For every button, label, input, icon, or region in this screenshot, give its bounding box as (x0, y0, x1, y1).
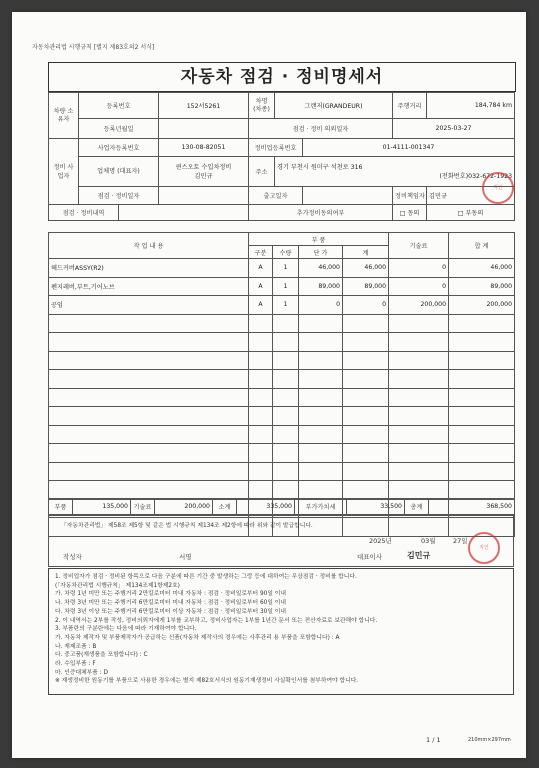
issue-day: 27일 (453, 537, 468, 545)
cell-qty (273, 425, 299, 444)
cell-sum: 46,000 (449, 259, 515, 278)
issue-month: 03월 (421, 537, 436, 545)
cell-qty (273, 481, 299, 500)
cell-unit: 89,000 (299, 277, 343, 296)
cell-work (49, 370, 249, 389)
cell-tech (389, 333, 449, 352)
ceo-label: 대표이사 (357, 553, 383, 561)
document-title: 자동차 점검 · 정비명세서 (48, 62, 516, 92)
col-tech: 기술료 (389, 233, 449, 259)
note-line: 3. 부품란의 구분란에는 다음에 따라 기재하여야 합니다. (55, 626, 197, 633)
reg-no-value: 152서5261 (159, 93, 249, 119)
cell-tech (389, 407, 449, 426)
cell-tech (389, 444, 449, 463)
cell-total (343, 351, 389, 370)
info-table (48, 92, 515, 221)
tech-total-value: 200,000 (155, 499, 213, 515)
cell-tech (389, 425, 449, 444)
table-row (49, 333, 515, 352)
shop-reg-value: 01-4111-001347 (303, 139, 515, 157)
cell-work: 공임 (49, 296, 249, 315)
cell-qty: 1 (273, 277, 299, 296)
car-name-label: 차명 (차종) (249, 93, 275, 119)
writer-label: 작성자 (63, 553, 82, 561)
cell-kind (249, 407, 273, 426)
document-page (12, 12, 526, 758)
ceo-seal-stamp: 직인 (468, 532, 500, 564)
note-line: 다. 중고품(재생품을 포함합니다) : C (55, 652, 148, 659)
cell-qty: 1 (273, 296, 299, 315)
table-row (49, 444, 515, 463)
cell-work (49, 314, 249, 333)
shop-reg-label: 정비업등록번호 (249, 139, 303, 157)
cell-qty (273, 314, 299, 333)
out-date-label: 출고일자 (249, 187, 303, 205)
cell-work: 헤드커버ASSY(R2) (49, 259, 249, 278)
cell-work (49, 388, 249, 407)
form-header-note: 자동차관리법 시행규칙 [별지 제83호의2 서식] (32, 44, 155, 51)
cell-work: 펜지레버,부트,기어노브 (49, 277, 249, 296)
cell-total (343, 370, 389, 389)
cell-qty (273, 333, 299, 352)
address-label: 주소 (249, 157, 275, 187)
cell-sum (449, 462, 515, 481)
cell-kind (249, 462, 273, 481)
manager-label: 정비책임자 (393, 187, 427, 205)
cell-total (343, 388, 389, 407)
cell-unit (299, 333, 343, 352)
shop-section-label: 정비 사업자 (49, 139, 79, 205)
request-date-value: 2025-03-27 (393, 119, 515, 139)
cell-sum (449, 425, 515, 444)
out-date-value (303, 187, 393, 205)
cell-sum (449, 351, 515, 370)
cell-total: 0 (343, 296, 389, 315)
cell-qty (273, 444, 299, 463)
consent-yes-checkbox[interactable]: □ 동의 (393, 205, 427, 221)
reg-no-label: 등록번호 (79, 93, 159, 119)
company-value (159, 157, 249, 187)
cell-qty (273, 351, 299, 370)
law-text: 「자동차관리법」 제58조 제5항 및 같은 법 시행규칙 제134조 제2항에 따라 위와 같이 발급합니다. (61, 523, 313, 529)
cell-work (49, 444, 249, 463)
cell-work (49, 481, 249, 500)
cell-kind (249, 481, 273, 500)
cell-sum (449, 333, 515, 352)
cell-kind (249, 351, 273, 370)
col-sum: 합 계 (449, 233, 515, 259)
cell-sum (449, 314, 515, 333)
notes-block (48, 568, 514, 695)
table-row (49, 481, 515, 500)
col-unit: 단 가 (299, 246, 343, 259)
vat-value: 33,500 (347, 499, 405, 515)
cell-kind (249, 444, 273, 463)
note-line: 가. 차령 1년 미만 또는 주행거리 2만킬로미터 미내 자동차 : 점검 · 정비일로부터 90일 이내 (55, 591, 286, 598)
subtotal-value: 335,000 (237, 499, 295, 515)
cell-total (343, 333, 389, 352)
odometer-label: 주행거리 (393, 93, 427, 119)
cell-kind: A (249, 296, 273, 315)
manager-value: 김민규 (427, 187, 515, 205)
cell-total (343, 314, 389, 333)
address-text: 경기 부천시 원미구 석천로 316 (277, 163, 363, 171)
parts-total-value: 135,000 (73, 499, 131, 515)
cell-work (49, 333, 249, 352)
cell-tech (389, 314, 449, 333)
issue-block (48, 515, 514, 567)
cell-work (49, 407, 249, 426)
cell-sum (449, 388, 515, 407)
cell-qty (273, 370, 299, 389)
cell-kind: A (249, 259, 273, 278)
cell-tech (389, 481, 449, 500)
cell-unit (299, 314, 343, 333)
table-row (49, 370, 515, 389)
cell-unit (299, 351, 343, 370)
company-label: 업체명 (대표자) (79, 157, 159, 187)
parts-total-label: 부품 (49, 499, 73, 515)
table-row (49, 259, 515, 278)
table-row (49, 277, 515, 296)
cell-qty: 1 (273, 259, 299, 278)
cell-unit: 0 (299, 296, 343, 315)
cell-total: 46,000 (343, 259, 389, 278)
tech-total-label: 기술료 (131, 499, 155, 515)
note-line: 가. 자동차 제작자 및 부품제작자가 공급하는 신품(자동차 제작사의 경우에는 사후관리 용 부품을 포함합니다) : A (55, 634, 340, 641)
cell-unit (299, 481, 343, 500)
cell-sum (449, 444, 515, 463)
table-row (49, 314, 515, 333)
cell-kind (249, 333, 273, 352)
cell-unit (299, 462, 343, 481)
cell-tech (389, 388, 449, 407)
note-line: 2. 이 내역서는 2부를 작성, 정비의뢰자에게 1부를 교부하고, 정비사업자는 1부를 1년간 문서 또는 전산자료로 보관해야 합니다. (55, 617, 378, 624)
request-date-label: 점검 · 정비 의뢰일자 (249, 119, 393, 139)
cell-total (343, 444, 389, 463)
vat-label: 부가가치세 (295, 499, 347, 515)
vehicle-section-label: 차량 소유자 (49, 93, 79, 139)
cell-sum (449, 407, 515, 426)
cell-total (343, 425, 389, 444)
cell-total (343, 462, 389, 481)
note-line: ※ 재생정비한 원동기를 부품으로 사용한 경우에는 별지 제82호서식의 원동기재생정비 사실확인서를 첨부하여야 합니다. (55, 678, 359, 685)
cell-tech (389, 370, 449, 389)
col-total: 계 (343, 246, 389, 259)
cell-kind: A (249, 277, 273, 296)
cell-qty (273, 388, 299, 407)
subtotal-label: 소계 (213, 499, 237, 515)
detail-value (119, 205, 249, 221)
reg-date-value (159, 119, 249, 139)
cell-qty (273, 407, 299, 426)
cell-tech: 200,000 (389, 296, 449, 315)
col-parts: 부 품 (249, 233, 389, 246)
table-row (49, 388, 515, 407)
biz-no-value: 130-08-82051 (159, 139, 249, 157)
cell-kind (249, 425, 273, 444)
totals-table (48, 498, 515, 515)
cell-sum (449, 370, 515, 389)
cell-sum: 89,000 (449, 277, 515, 296)
check-date-label: 점검 · 정비일자 (79, 187, 159, 205)
cell-tech (389, 351, 449, 370)
cell-unit (299, 407, 343, 426)
odometer-field (427, 93, 515, 119)
odometer-value: 184,784 (474, 102, 501, 109)
company-seal-stamp: 직인 (482, 172, 514, 204)
cell-unit (299, 388, 343, 407)
odometer-unit: km (502, 102, 513, 109)
paper-size: 210mm×297mm (468, 737, 511, 743)
table-row (49, 425, 515, 444)
company-name: 퀸스오토 수입차정비 (175, 163, 232, 171)
cell-total: 89,000 (343, 277, 389, 296)
cell-work (49, 425, 249, 444)
col-qty: 수량 (273, 246, 299, 259)
issue-year: 2025년 (369, 537, 392, 545)
cell-kind (249, 370, 273, 389)
cell-kind (249, 314, 273, 333)
cell-unit: 46,000 (299, 259, 343, 278)
cell-unit (299, 370, 343, 389)
item-rows (49, 259, 515, 537)
cell-tech: 0 (389, 277, 449, 296)
ceo-name: 김민규 (407, 551, 431, 560)
company-rep: 김민규 (194, 172, 213, 180)
consent-no-checkbox[interactable]: □ 부동의 (427, 205, 515, 221)
extra-consent-label: 추가정비동의여부 (249, 205, 393, 221)
cell-tech: 0 (389, 259, 449, 278)
cell-qty (273, 462, 299, 481)
writer-sign: 서명 (179, 553, 192, 561)
detail-label: 점검 · 정비내역 (49, 205, 119, 221)
check-date-value (159, 187, 249, 205)
cell-total (343, 407, 389, 426)
cell-unit (299, 425, 343, 444)
cell-sum: 200,000 (449, 296, 515, 315)
biz-no-label: 사업자등록번호 (79, 139, 159, 157)
grand-total-value: 368,500 (429, 499, 515, 515)
note-line: 다. 차령 3년 이상 또는 주행거리 6만킬로미터 이상 자동차 : 점검 · 정비일로부터 30일 이내 (55, 608, 286, 615)
cell-total (343, 481, 389, 500)
address-value (275, 157, 515, 187)
table-row (49, 296, 515, 315)
note-line: (「자동차관리법 시행규칙」 제134조제1항제2호) (55, 582, 180, 589)
note-line: 나. 재제조품 : B (55, 643, 97, 650)
car-name-value: 그랜저(GRANDEUR) (275, 93, 393, 119)
reg-date-label: 등록년월일 (79, 119, 159, 139)
page-number: 1 / 1 (426, 736, 441, 744)
col-work: 작 업 내 용 (49, 233, 249, 259)
cell-work (49, 351, 249, 370)
note-line: 라. 수입부품 : F (55, 661, 96, 668)
note-line: 나. 차령 3년 미만 또는 주행거리 6만킬로미터 미내 자동차 : 점검 · 정비일로부터 60일 이내 (55, 600, 286, 607)
cell-sum (449, 481, 515, 500)
items-table (48, 232, 515, 537)
grand-total-label: 총계 (405, 499, 429, 515)
table-row (49, 351, 515, 370)
cell-unit (299, 444, 343, 463)
phone-number: (전화번호)032-672-1923 (439, 172, 513, 180)
note-line: 1. 정비업자가 점검 · 정비된 항목으로 다음 구분에 따른 기간 중 발생하는 그랑 등에 대하여는 무상점검 · 정비를 합니다. (55, 574, 357, 580)
note-line: 마. 인증대체부품 : D (55, 669, 108, 676)
cell-work (49, 462, 249, 481)
cell-tech (389, 462, 449, 481)
table-row (49, 462, 515, 481)
cell-kind (249, 388, 273, 407)
table-row (49, 407, 515, 426)
col-kind: 구분 (249, 246, 273, 259)
